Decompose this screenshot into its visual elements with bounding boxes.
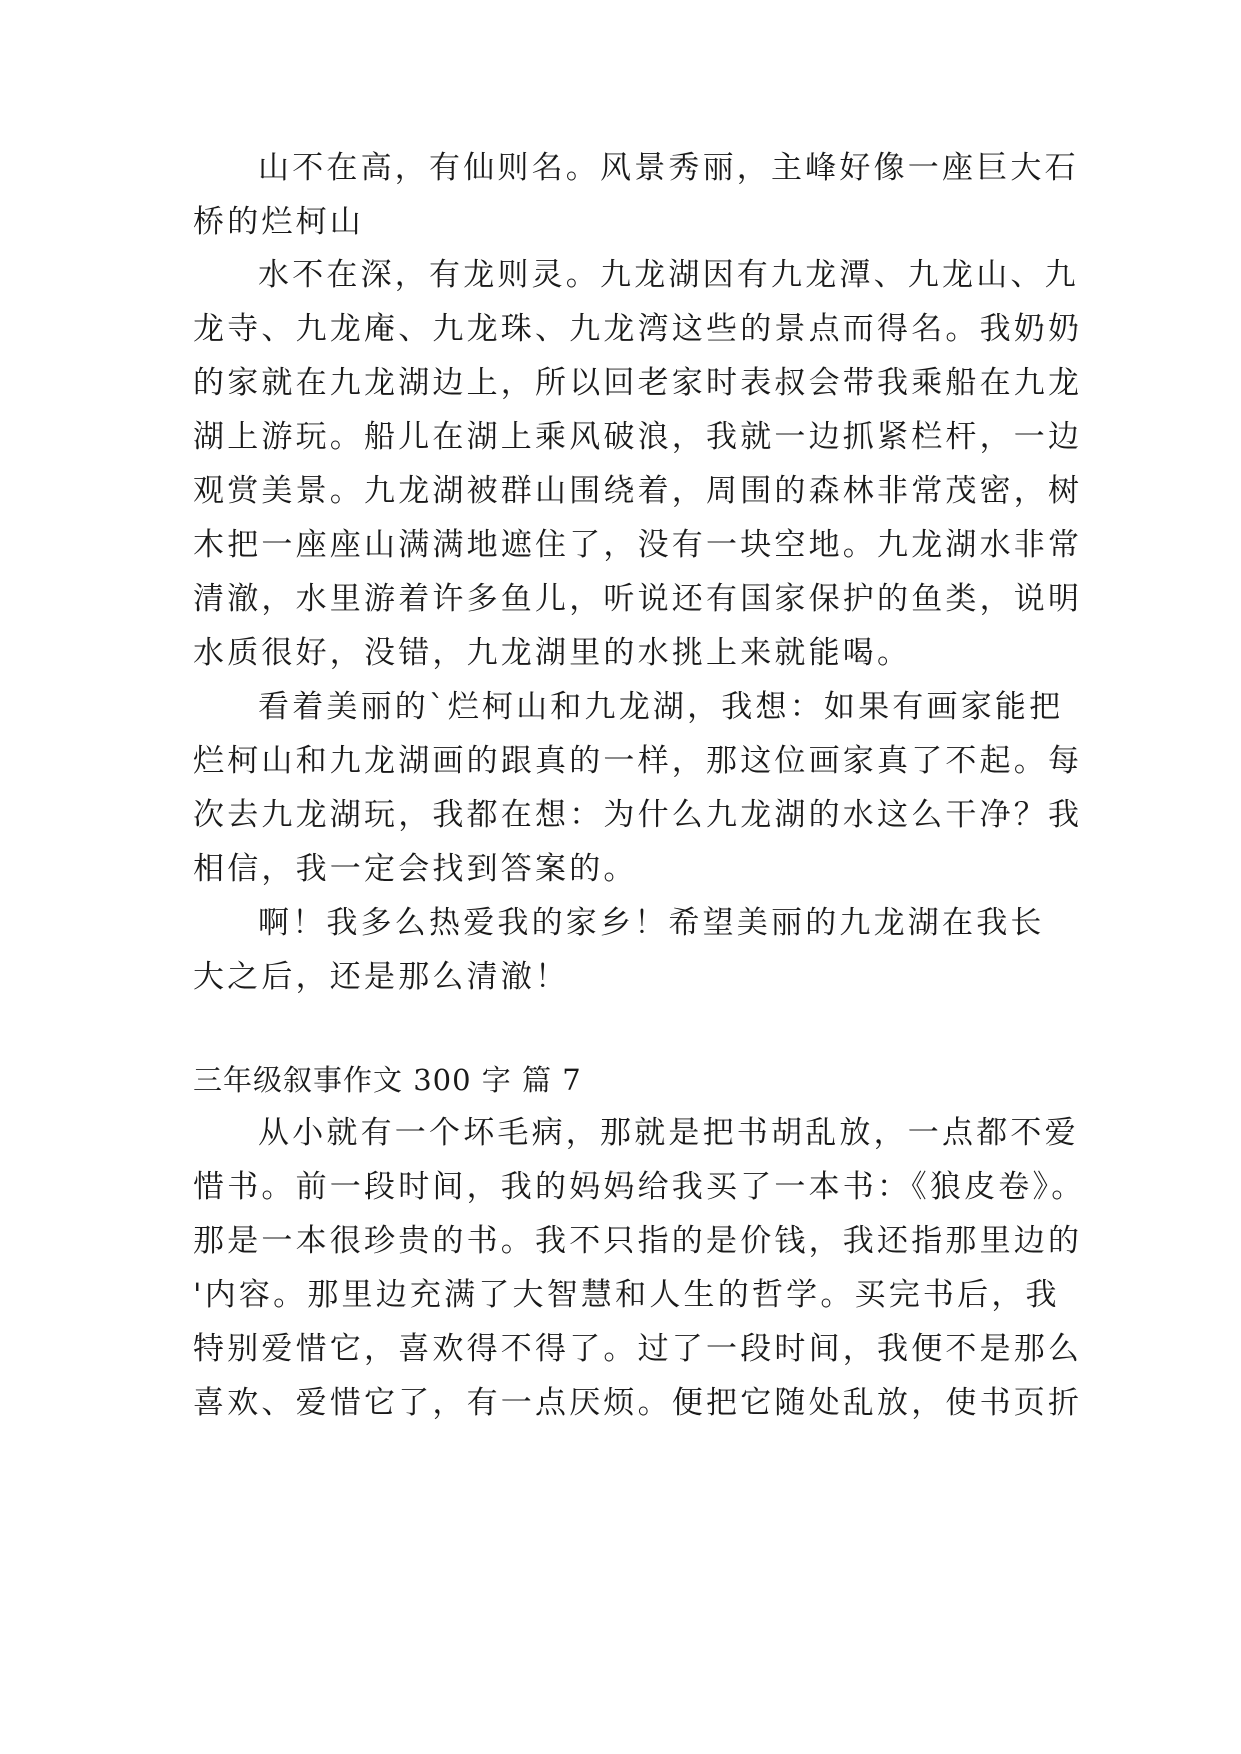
text-line: 水不在深，有龙则灵。九龙湖因有九龙潭、九龙山、九	[258, 257, 1079, 293]
text-line: 相信，我一定会找到答案的。	[193, 851, 638, 887]
text-line: 木把一座座山满满地遮住了，没有一块空地。九龙湖水非常	[193, 527, 1083, 563]
text-line: 水质很好，没错，九龙湖里的水挑上来就能喝。	[193, 635, 912, 671]
text-line: 大之后，还是那么清澈！	[193, 959, 570, 995]
text-line: 那是一本很珍贵的书。我不只指的是价钱，我还指那里边的	[193, 1223, 1083, 1259]
text-line: 惜书。前一段时间，我的妈妈给我买了一本书：《狼皮卷》。	[193, 1169, 1086, 1205]
text-line: 特别爱惜它，喜欢得不得了。过了一段时间，我便不是那么	[193, 1331, 1083, 1367]
text-line: 山不在高，有仙则名。风景秀丽，主峰好像一座巨大石	[258, 150, 1079, 186]
text-line: 的家就在九龙湖边上，所以回老家时表叔会带我乘船在九龙	[193, 365, 1083, 401]
text-line: 清澈，水里游着许多鱼儿，听说还有国家保护的鱼类，说明	[193, 581, 1083, 617]
text-line: 从小就有一个坏毛病，那就是把书胡乱放，一点都不爱	[258, 1115, 1079, 1151]
text-line: 啊！我多么热爱我的家乡！希望美丽的九龙湖在我长	[258, 905, 1045, 941]
text-line: 龙寺、九龙庵、九龙珠、九龙湾这些的景点而得名。我奶奶	[193, 311, 1083, 347]
text-line: 湖上游玩。船儿在湖上乘风破浪，我就一边抓紧栏杆，一边	[193, 419, 1083, 455]
text-line: 看着美丽的`烂柯山和九龙湖，我想：如果有画家能把	[258, 689, 1064, 725]
section-heading: 三年级叙事作文 300 字 篇 7	[193, 1063, 582, 1097]
text-line: 桥的烂柯山	[193, 204, 364, 240]
text-line: 观赏美景。九龙湖被群山围绕着，周围的森林非常茂密，树	[193, 473, 1083, 509]
text-line: '内容。那里边充满了大智慧和人生的哲学。买完书后，我	[193, 1277, 1060, 1313]
text-line: 次去九龙湖玩，我都在想：为什么九龙湖的水这么干净？我	[193, 797, 1083, 833]
text-line: 喜欢、爱惜它了，有一点厌烦。便把它随处乱放，使书页折	[193, 1385, 1083, 1421]
text-line: 烂柯山和九龙湖画的跟真的一样，那这位画家真了不起。每	[193, 743, 1083, 779]
